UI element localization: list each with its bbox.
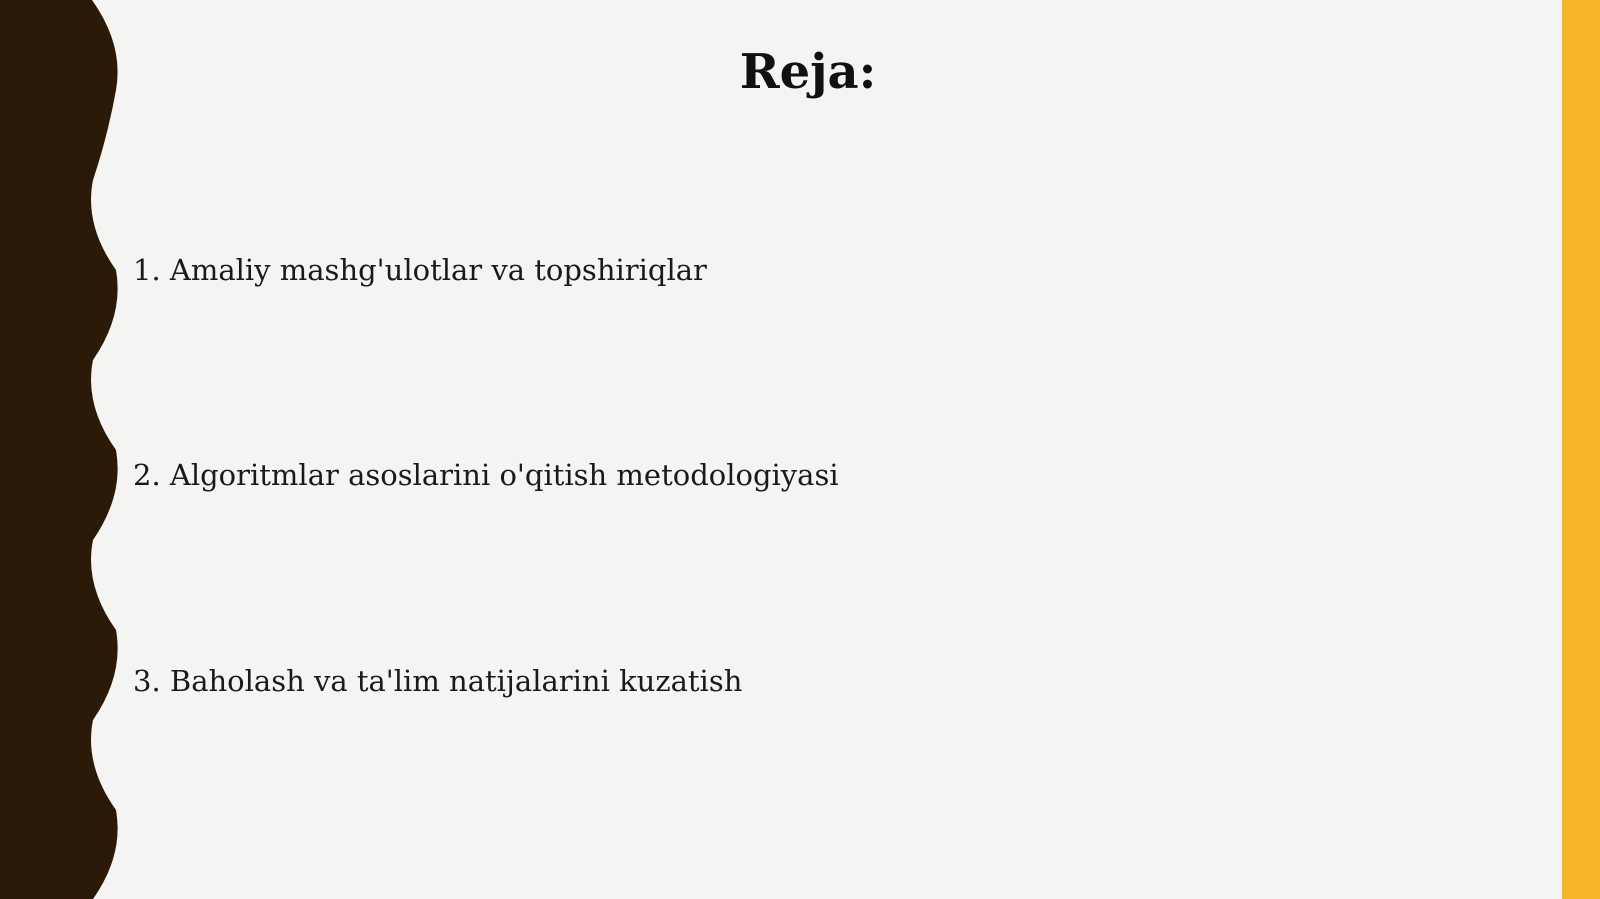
slide-title: Reja: [739, 44, 877, 100]
plan-item-1: 1. Amaliy mashg'ulotlar va topshiriqlar [133, 253, 707, 287]
plan-list [133, 0, 1513, 899]
wavy-border-shape [0, 0, 118, 899]
plan-item-3: 3. Baholash va ta'lim natijalarini kuzatish [133, 664, 743, 698]
plan-item-2: 2. Algoritmlar asoslarini o'qitish metodologiyasi [133, 458, 839, 492]
accent-bar-decoration [1562, 0, 1600, 899]
wavy-border-decoration [0, 0, 120, 899]
